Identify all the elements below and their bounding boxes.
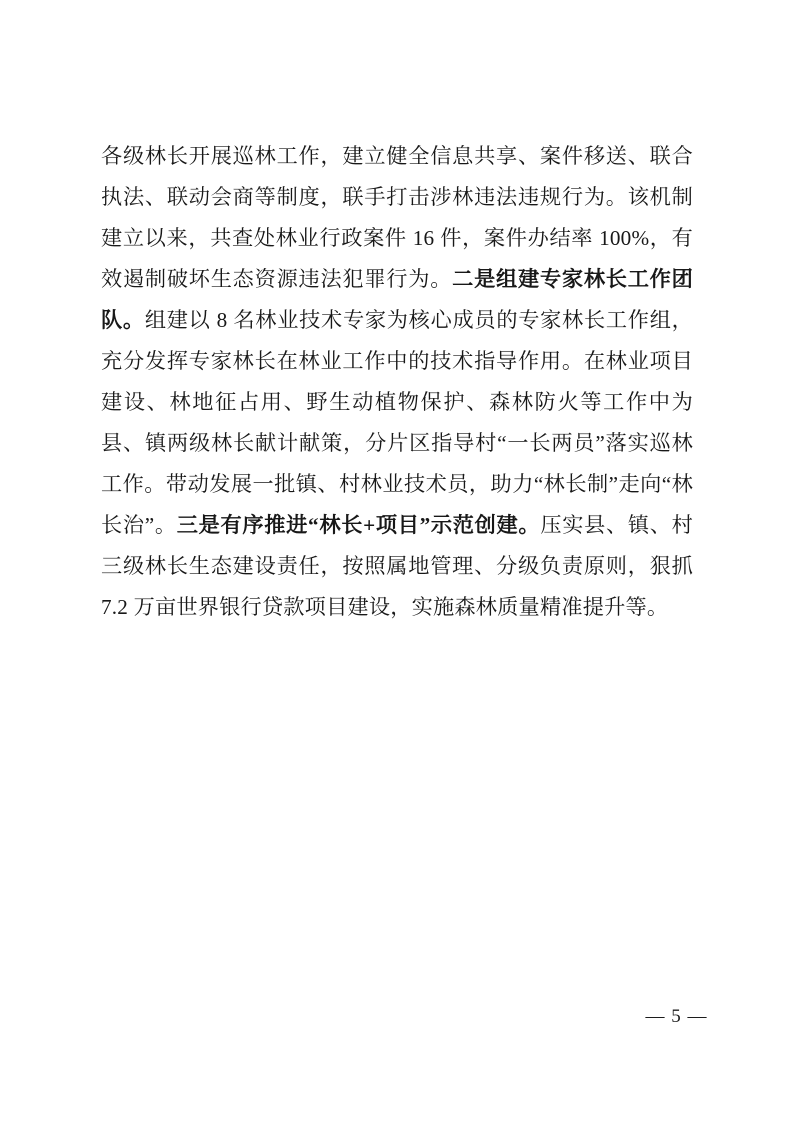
text-run-5: 压实县、镇、村三级林长生态建设责任，按照属地管理、分级负责原则，狠抓 7.2 万亩世界银行贷款项目建设，实施森林质量精准提升等。 (101, 513, 693, 619)
paragraph-1 (101, 136, 693, 628)
text-run-2: 二是组建专家林长工作团队。 (101, 267, 694, 332)
page-footer (0, 1006, 793, 1028)
document-body (101, 136, 693, 628)
text-run-4: 三是有序推进“林长+项目”示范创建。 (176, 513, 541, 537)
text-run-3: 组建以 8 名林业技术专家为核心成员的专家林长工作组，充分发挥专家林长在林业工作中的技术指导作用。在林业项目建设、林地征占用、野生动植物保护、森林防火等工作中为县、镇两级林长献计献策，分片区指导村“一长两员”落实巡林工作。带动发展一批镇、村林业技术员，助力“林长制”走向“林长治”。 (101, 308, 693, 537)
page-number-label: — 5 — (645, 1006, 708, 1027)
text-run-1: 各级林长开展巡林工作，建立健全信息共享、案件移送、联合执法、联动会商等制度，联手打击涉林违法违规行为。该机制建立以来，共查处林业行政案件 16 件，案件办结率 100%，有效遏制破坏生态资源违法犯罪行为。 (101, 144, 693, 291)
